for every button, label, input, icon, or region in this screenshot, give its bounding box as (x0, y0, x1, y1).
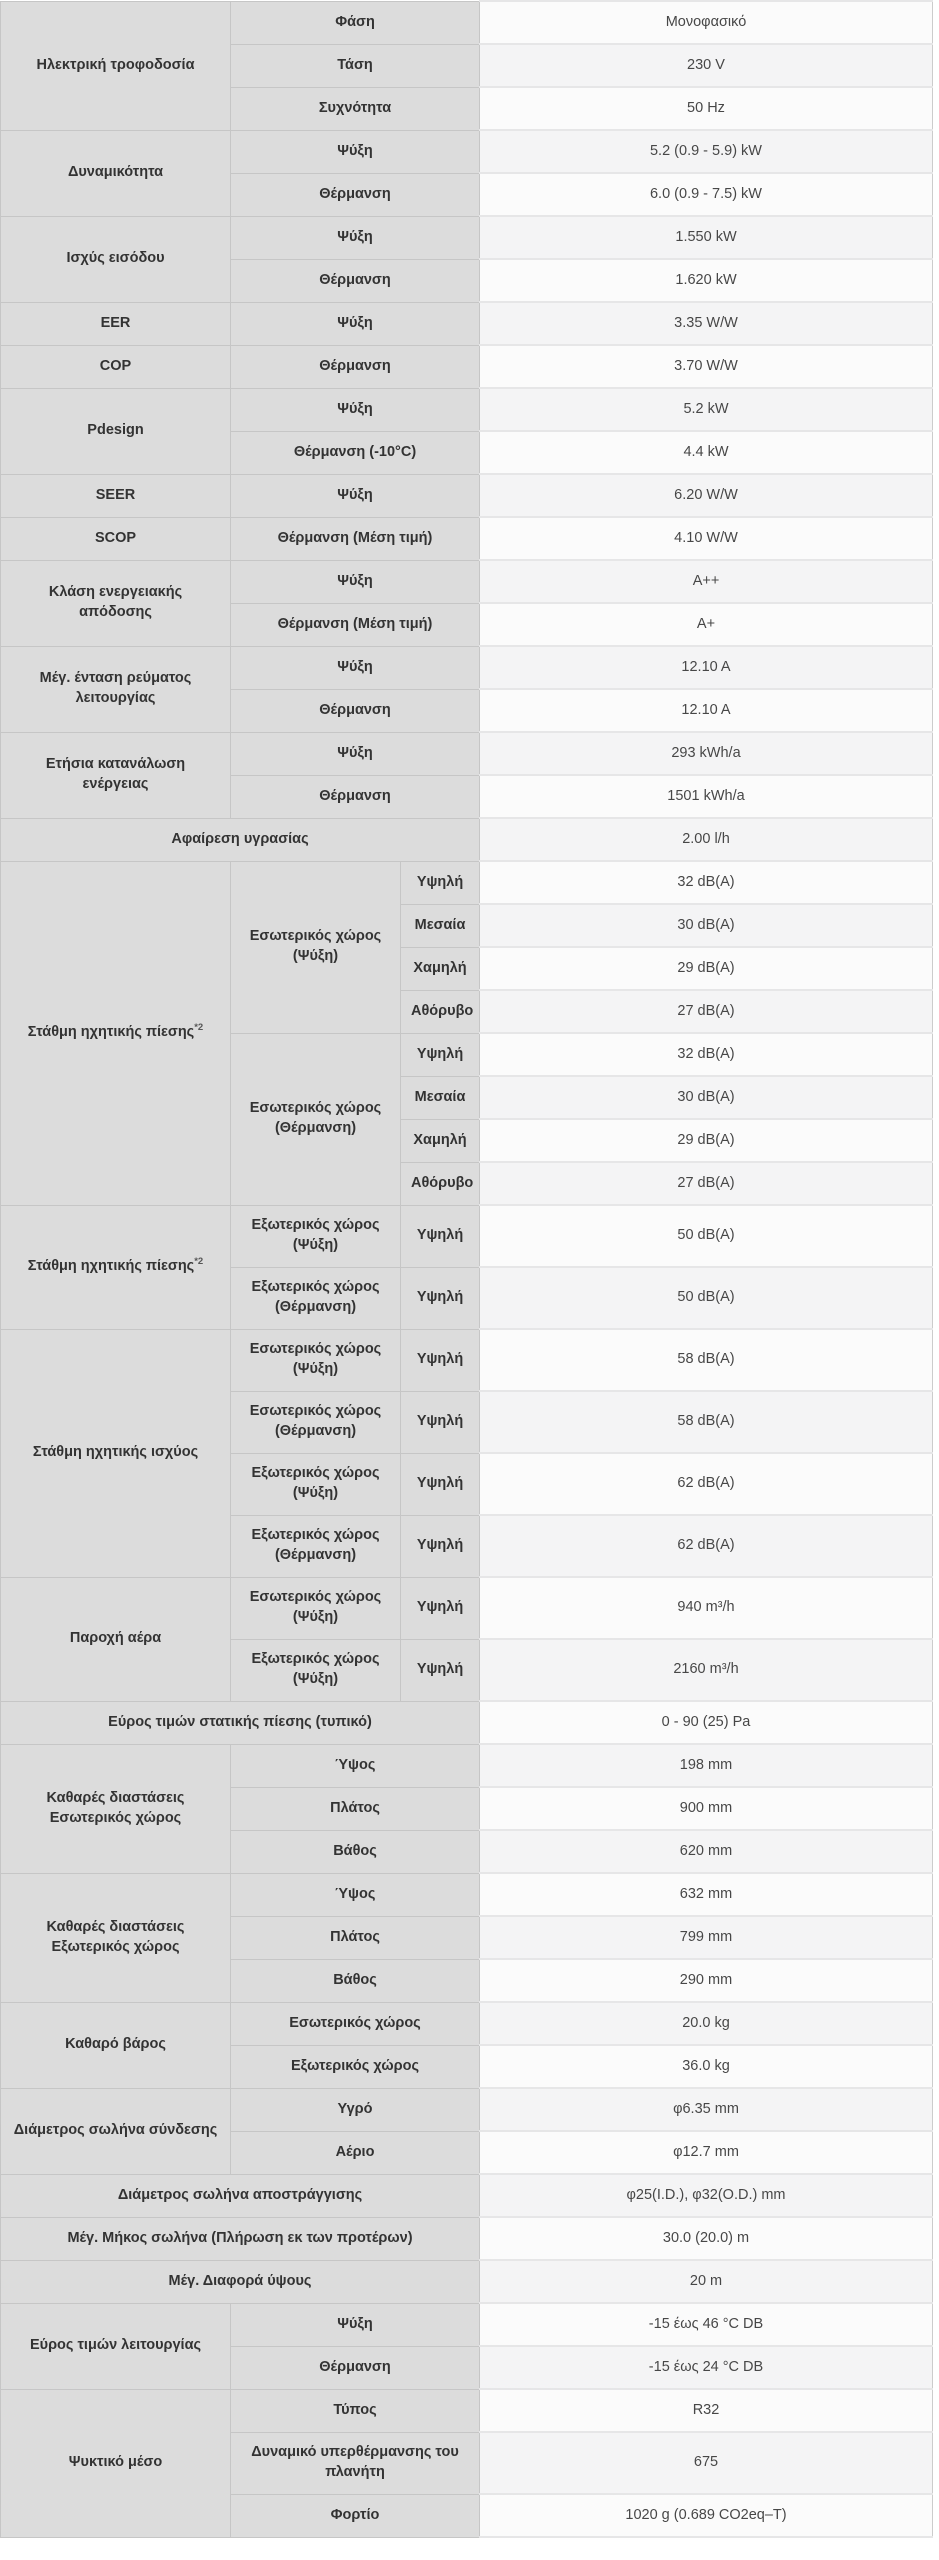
category-cell (1, 302, 231, 345)
table-row (1, 1329, 933, 1391)
category-label: Δυναμικότητα (67, 164, 164, 181)
category-cell (1, 732, 231, 818)
spec-label-cell: Τάση (231, 44, 480, 87)
spec-label-cell: Ψύξη (231, 388, 480, 431)
spec-label-cell: Θέρμανση (Μέση τιμή) (231, 603, 480, 646)
category-label: Στάθμη ηχητικής πίεσης (27, 1258, 195, 1275)
table-row (1, 1577, 933, 1639)
spec-value-cell: 230 V (480, 44, 933, 87)
spec-value-cell: 32 dB(A) (480, 1033, 933, 1076)
spec-label-cell: Διάμετρος σωλήνα αποστράγγισης (1, 2174, 480, 2217)
spec-label-cell: Υψηλή (401, 1329, 480, 1391)
spec-label-cell: Ψύξη (231, 302, 480, 345)
table-row (1, 2174, 933, 2217)
category-label: COP (99, 357, 132, 374)
table-row (1, 861, 933, 904)
spec-label-cell: Φορτίο (231, 2494, 480, 2537)
category-cell (1, 2088, 231, 2174)
spec-label-cell: Χαμηλή (401, 1119, 480, 1162)
table-row (1, 130, 933, 173)
spec-value-cell: 675 (480, 2432, 933, 2494)
spec-label-cell: Θέρμανση (231, 775, 480, 818)
spec-value-cell: 1.550 kW (480, 216, 933, 259)
table-row (1, 1205, 933, 1267)
category-label: SEER (95, 486, 136, 503)
spec-value-cell: 799 mm (480, 1916, 933, 1959)
category-cell (1, 216, 231, 302)
category-label: Pdesign (87, 422, 144, 439)
spec-value-cell: 36.0 kg (480, 2045, 933, 2088)
sub-label-cell: Εσωτερικός χώρος (Θέρμανση) (231, 1391, 401, 1453)
spec-label-cell: Εύρος τιμών στατικής πίεσης (τυπικό) (1, 1701, 480, 1744)
spec-value-cell: φ25(I.D.), φ32(O.D.) mm (480, 2174, 933, 2217)
category-cell (1, 388, 231, 474)
spec-label-cell: Ψύξη (231, 646, 480, 689)
spec-value-cell: φ12.7 mm (480, 2131, 933, 2174)
spec-value-cell: 62 dB(A) (480, 1515, 933, 1577)
spec-value-cell: 50 dB(A) (480, 1267, 933, 1329)
spec-value-cell: R32 (480, 2389, 933, 2432)
category-footnote-marker: *2 (194, 1022, 204, 1034)
table-row (1, 2389, 933, 2432)
spec-label-cell: Υψηλή (401, 1267, 480, 1329)
category-cell (1, 1873, 231, 2002)
spec-value-cell: 27 dB(A) (480, 1162, 933, 1205)
table-row (1, 216, 933, 259)
category-cell (1, 1, 231, 130)
spec-value-cell: 12.10 A (480, 689, 933, 732)
category-cell (1, 1329, 231, 1577)
spec-label-cell: Θέρμανση (231, 689, 480, 732)
spec-value-cell: 3.70 W/W (480, 345, 933, 388)
spec-label-cell: Αθόρυβο (401, 1162, 480, 1205)
spec-label-cell: Θέρμανση (231, 173, 480, 216)
category-footnote-marker: *2 (194, 1256, 204, 1268)
category-cell (1, 560, 231, 646)
category-label: Μέγ. ένταση ρεύματος λειτουργίας (39, 670, 192, 706)
category-label: Κλάση ενεργειακής απόδοσης (48, 584, 183, 620)
spec-value-cell: A+ (480, 603, 933, 646)
category-cell (1, 1744, 231, 1873)
spec-table-body (1, 1, 933, 2537)
table-row (1, 2088, 933, 2131)
spec-value-cell: 29 dB(A) (480, 1119, 933, 1162)
table-row (1, 1744, 933, 1787)
spec-label-cell: Υψηλή (401, 1391, 480, 1453)
spec-value-cell: 6.0 (0.9 - 7.5) kW (480, 173, 933, 216)
category-label: Στάθμη ηχητικής πίεσης (27, 1024, 195, 1041)
category-label: Ηλεκτρική τροφοδοσία (36, 56, 195, 73)
spec-value-cell: 62 dB(A) (480, 1453, 933, 1515)
spec-label-cell: Θέρμανση (231, 2346, 480, 2389)
spec-label-cell: Ύψος (231, 1873, 480, 1916)
table-row (1, 646, 933, 689)
category-label: EER (100, 314, 131, 331)
spec-label-cell: Ψύξη (231, 130, 480, 173)
spec-value-cell: 0 - 90 (25) Pa (480, 1701, 933, 1744)
spec-value-cell: A++ (480, 560, 933, 603)
spec-value-cell: 30 dB(A) (480, 1076, 933, 1119)
spec-label-cell: Πλάτος (231, 1916, 480, 1959)
table-row (1, 2303, 933, 2346)
table-row (1, 388, 933, 431)
spec-value-cell: -15 έως 24 °C DB (480, 2346, 933, 2389)
spec-label-cell: Μέγ. Μήκος σωλήνα (Πλήρωση εκ των προτέρων) (1, 2217, 480, 2260)
spec-label-cell: Μεσαία (401, 904, 480, 947)
spec-label-cell: Ψύξη (231, 2303, 480, 2346)
spec-value-cell: 27 dB(A) (480, 990, 933, 1033)
category-label: Ισχύς εισόδου (66, 250, 165, 267)
table-row (1, 2260, 933, 2303)
spec-label-cell: Φάση (231, 1, 480, 44)
spec-label-cell: Ψύξη (231, 732, 480, 775)
table-row (1, 560, 933, 603)
category-label: Καθαρό βάρος (65, 2036, 166, 2053)
category-label: Στάθμη ηχητικής ισχύος (32, 1444, 199, 1461)
spec-label-cell: Θέρμανση (231, 259, 480, 302)
spec-value-cell: 4.10 W/W (480, 517, 933, 560)
sub-label-cell: Εσωτερικός χώρος (Ψύξη) (231, 861, 401, 1033)
spec-value-cell: 12.10 A (480, 646, 933, 689)
spec-value-cell: 2.00 l/h (480, 818, 933, 861)
spec-label-cell: Αθόρυβο (401, 990, 480, 1033)
spec-value-cell: 620 mm (480, 1830, 933, 1873)
table-row (1, 732, 933, 775)
spec-value-cell: 50 dB(A) (480, 1205, 933, 1267)
spec-value-cell: 29 dB(A) (480, 947, 933, 990)
spec-value-cell: 30 dB(A) (480, 904, 933, 947)
spec-label-cell: Ψύξη (231, 474, 480, 517)
category-label: Ψυκτικό μέσο (68, 2454, 163, 2471)
table-row (1, 2002, 933, 2045)
category-cell (1, 2389, 231, 2537)
spec-value-cell: 198 mm (480, 1744, 933, 1787)
spec-label-cell: Υψηλή (401, 1453, 480, 1515)
spec-label-cell: Αέριο (231, 2131, 480, 2174)
category-cell (1, 1577, 231, 1701)
category-label: Διάμετρος σωλήνα σύνδεσης (13, 2122, 218, 2139)
spec-value-cell: φ6.35 mm (480, 2088, 933, 2131)
spec-label-cell: Βάθος (231, 1830, 480, 1873)
spec-label-cell: Εξωτερικός χώρος (231, 2045, 480, 2088)
category-label: SCOP (94, 529, 137, 546)
spec-label-cell: Υψηλή (401, 861, 480, 904)
sub-label-cell: Εξωτερικός χώρος (Θέρμανση) (231, 1267, 401, 1329)
table-row (1, 345, 933, 388)
spec-value-cell: 2160 m³/h (480, 1639, 933, 1701)
spec-value-cell: 293 kWh/a (480, 732, 933, 775)
spec-value-cell: 290 mm (480, 1959, 933, 2002)
spec-value-cell: 632 mm (480, 1873, 933, 1916)
spec-label-cell: Χαμηλή (401, 947, 480, 990)
spec-value-cell: 5.2 (0.9 - 5.9) kW (480, 130, 933, 173)
category-cell (1, 345, 231, 388)
spec-value-cell: -15 έως 46 °C DB (480, 2303, 933, 2346)
table-row (1, 818, 933, 861)
spec-label-cell: Θέρμανση (Μέση τιμή) (231, 517, 480, 560)
spec-label-cell: Θέρμανση (231, 345, 480, 388)
category-cell (1, 1205, 231, 1329)
sub-label-cell: Εξωτερικός χώρος (Θέρμανση) (231, 1515, 401, 1577)
table-row (1, 474, 933, 517)
spec-label-cell: Αφαίρεση υγρασίας (1, 818, 480, 861)
spec-label-cell: Υψηλή (401, 1205, 480, 1267)
spec-label-cell: Τύπος (231, 2389, 480, 2432)
category-label: Ετήσια κατανάλωση ενέργειας (45, 756, 186, 792)
sub-label-cell: Εσωτερικός χώρος (Θέρμανση) (231, 1033, 401, 1205)
table-row (1, 1, 933, 44)
sub-label-cell: Εσωτερικός χώρος (Ψύξη) (231, 1577, 401, 1639)
spec-label-cell: Ψύξη (231, 560, 480, 603)
category-label: Καθαρές διαστάσεις Εσωτερικός χώρος (46, 1789, 185, 1826)
sub-label-cell: Εσωτερικός χώρος (Ψύξη) (231, 1329, 401, 1391)
spec-value-cell: 50 Hz (480, 87, 933, 130)
category-label: Παροχή αέρα (69, 1630, 162, 1647)
spec-value-cell: 5.2 kW (480, 388, 933, 431)
sub-label-cell: Εξωτερικός χώρος (Ψύξη) (231, 1639, 401, 1701)
spec-value-cell: 1020 g (0.689 CO2eq–T) (480, 2494, 933, 2537)
category-cell (1, 861, 231, 1205)
category-cell (1, 517, 231, 560)
spec-label-cell: Ύψος (231, 1744, 480, 1787)
spec-value-cell: Μονοφασικό (480, 1, 933, 44)
spec-value-cell: 58 dB(A) (480, 1391, 933, 1453)
category-label: Καθαρές διαστάσεις Εξωτερικός χώρος (46, 1918, 185, 1955)
spec-label-cell: Πλάτος (231, 1787, 480, 1830)
spec-label-cell: Θέρμανση (-10°C) (231, 431, 480, 474)
category-label: Εύρος τιμών λειτουργίας (29, 2337, 202, 2354)
table-row (1, 302, 933, 345)
spec-value-cell: 900 mm (480, 1787, 933, 1830)
spec-value-cell: 20.0 kg (480, 2002, 933, 2045)
category-cell (1, 2002, 231, 2088)
spec-value-cell: 58 dB(A) (480, 1329, 933, 1391)
spec-label-cell: Υψηλή (401, 1639, 480, 1701)
table-row (1, 1873, 933, 1916)
spec-value-cell: 32 dB(A) (480, 861, 933, 904)
spec-value-cell: 3.35 W/W (480, 302, 933, 345)
category-cell (1, 474, 231, 517)
spec-label-cell: Συχνότητα (231, 87, 480, 130)
spec-value-cell: 4.4 kW (480, 431, 933, 474)
spec-value-cell: 20 m (480, 2260, 933, 2303)
spec-label-cell: Δυναμικό υπερθέρμανσης του πλανήτη (231, 2432, 480, 2494)
spec-label-cell: Εσωτερικός χώρος (231, 2002, 480, 2045)
spec-label-cell: Μέγ. Διαφορά ύψους (1, 2260, 480, 2303)
spec-value-cell: 940 m³/h (480, 1577, 933, 1639)
table-row (1, 2217, 933, 2260)
table-row (1, 1701, 933, 1744)
category-cell (1, 2303, 231, 2389)
spec-value-cell: 30.0 (20.0) m (480, 2217, 933, 2260)
sub-label-cell: Εξωτερικός χώρος (Ψύξη) (231, 1205, 401, 1267)
spec-label-cell: Μεσαία (401, 1076, 480, 1119)
spec-label-cell: Βάθος (231, 1959, 480, 2002)
spec-label-cell: Υψηλή (401, 1577, 480, 1639)
category-cell (1, 646, 231, 732)
sub-label-cell: Εξωτερικός χώρος (Ψύξη) (231, 1453, 401, 1515)
spec-value-cell: 1.620 kW (480, 259, 933, 302)
spec-label-cell: Υγρό (231, 2088, 480, 2131)
spec-label-cell: Υψηλή (401, 1033, 480, 1076)
spec-label-cell: Ψύξη (231, 216, 480, 259)
spec-value-cell: 6.20 W/W (480, 474, 933, 517)
spec-label-cell: Υψηλή (401, 1515, 480, 1577)
category-cell (1, 130, 231, 216)
table-row (1, 517, 933, 560)
spec-value-cell: 1501 kWh/a (480, 775, 933, 818)
